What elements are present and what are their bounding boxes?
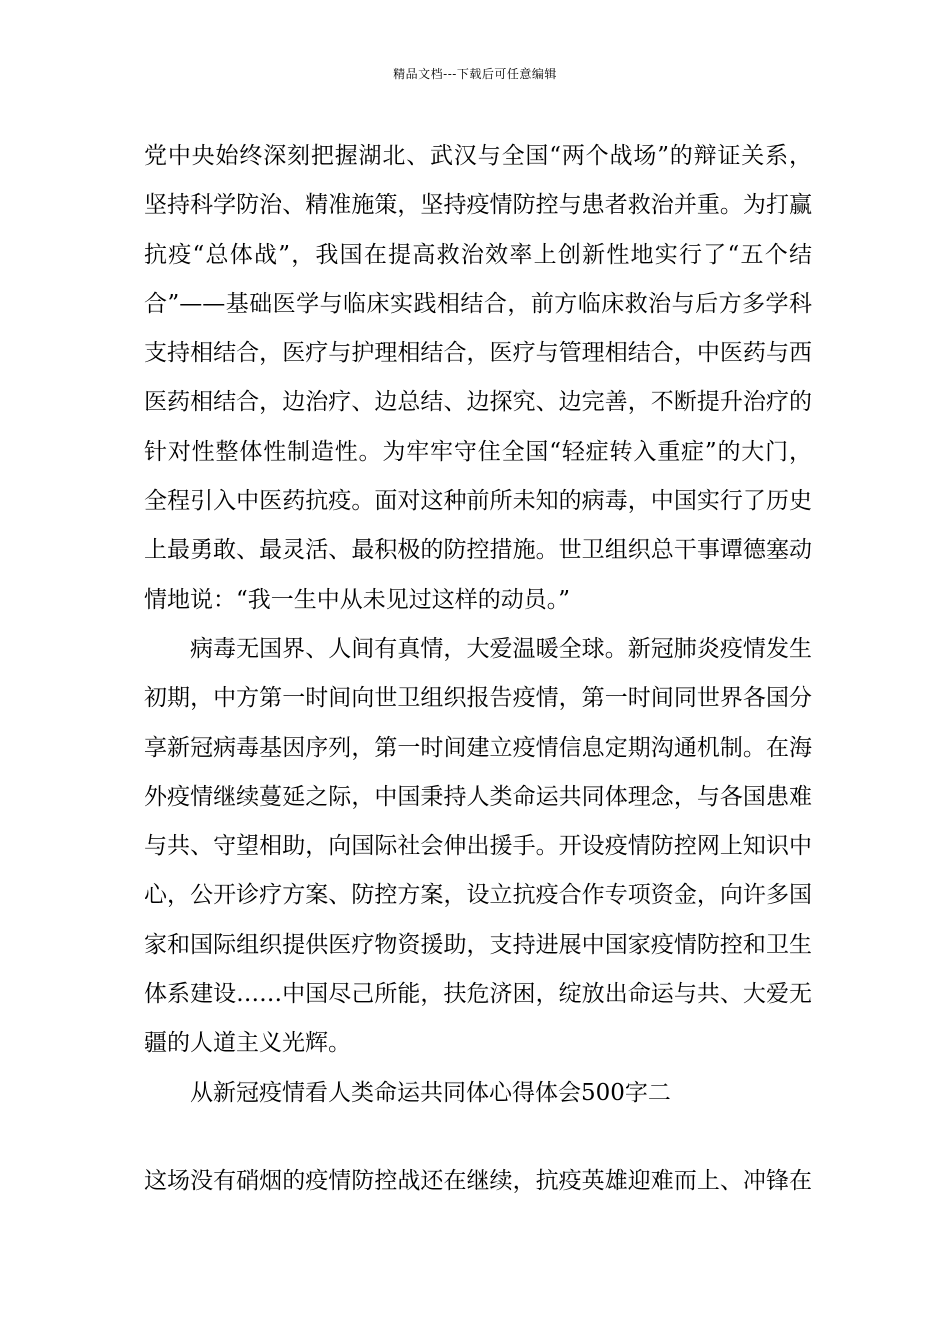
text-line: 家和国际组织提供医疗物资援助，支持进展中国家疫情防控和卫生 <box>144 931 812 958</box>
text-line: 医药相结合，边治疗、边总结、边探究、边完善，不断提升治疗的 <box>144 389 812 416</box>
text-line: 初期，中方第一时间向世卫组织报告疫情，第一时间同世界各国分 <box>144 685 812 712</box>
text-line: 这场没有硝烟的疫情防控战还在继续，抗疫英雄迎难而上、冲锋在 <box>144 1167 812 1194</box>
text-line: 与共、守望相助，向国际社会伸出援手。开设疫情防控网上知识中 <box>144 833 812 860</box>
paragraph-3 <box>144 1157 812 1206</box>
text-line: 坚持科学防治、精准施策，坚持疫情防控与患者救治并重。为打赢 <box>144 192 812 219</box>
text-line: 上最勇敢、最灵活、最积极的防控措施。世卫组织总干事谭德塞动 <box>144 537 812 564</box>
text-line: 外疫情继续蔓延之际，中国秉持人类命运共同体理念，与各国患难 <box>144 783 812 810</box>
section-title: 从新冠疫情看人类命运共同体心得体会500字二 <box>190 1079 671 1106</box>
text-line: 病毒无国界、人间有真情，大爱温暖全球。新冠肺炎疫情发生 <box>190 635 812 662</box>
text-line: 党中央始终深刻把握湖北、武汉与全国“两个战场”的辩证关系， <box>144 143 812 169</box>
paragraph-2 <box>144 625 812 1069</box>
text-line: 抗疫“总体战”，我国在提高救治效率上创新性地实行了“五个结 <box>144 241 812 268</box>
text-line: 享新冠病毒基因序列，第一时间建立疫情信息定期沟通机制。在海 <box>144 734 812 761</box>
paragraph-1 <box>144 132 812 625</box>
text-line: 疆的人道主义光辉。 <box>144 1030 351 1057</box>
document-body <box>144 132 812 1206</box>
text-line: 针对性整体性制造性。为牢牢守住全国“轻症转入重症”的大门， <box>144 438 812 465</box>
text-line: 体系建设……中国尽己所能，扶危济困，绽放出命运与共、大爱无 <box>144 981 812 1008</box>
text-line: 情地说：“我一生中从未见过这样的动员。” <box>144 586 571 613</box>
text-line: 合”——基础医学与临床实践相结合，前方临床救治与后方多学科 <box>144 290 812 317</box>
text-line: 心，公开诊疗方案、防控方案，设立抗疫合作专项资金，向许多国 <box>144 882 812 909</box>
spacer <box>144 1118 812 1157</box>
text-line: 全程引入中医药抗疫。面对这种前所未知的病毒，中国实行了历史 <box>144 488 812 515</box>
page-header: 精品文档---下载后可任意编辑 <box>393 67 557 81</box>
text-line: 支持相结合，医疗与护理相结合，医疗与管理相结合，中医药与西 <box>144 340 812 367</box>
